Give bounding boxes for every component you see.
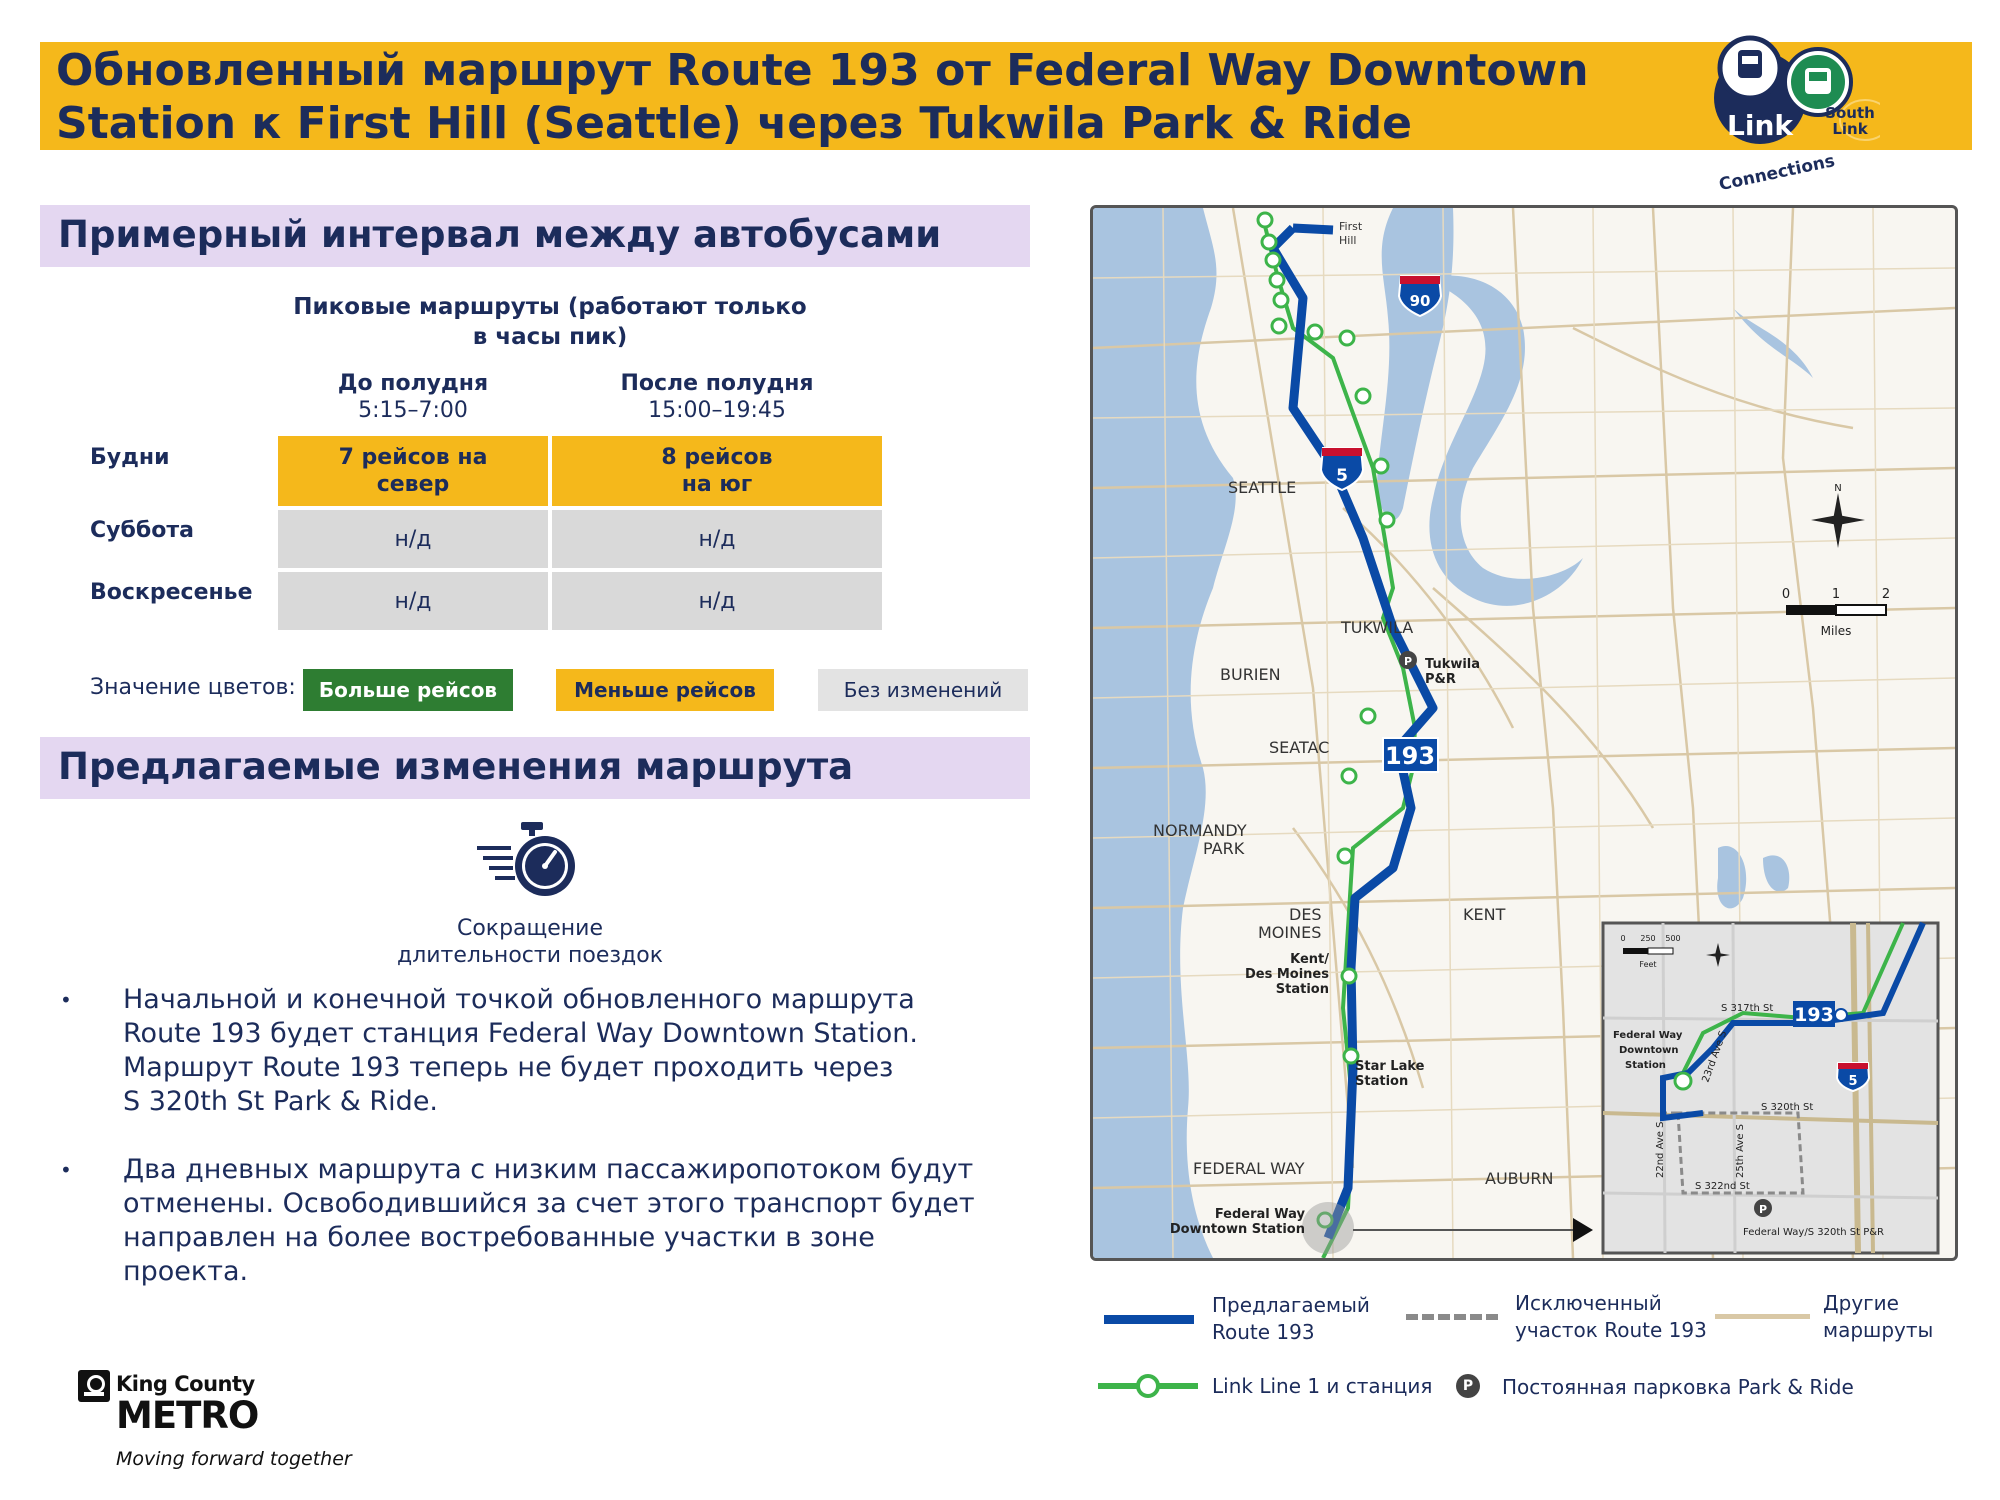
legend-proposed-swatch — [1104, 1315, 1194, 1324]
frequency-subheading: Пиковые маршруты (работают только в часы пик) — [293, 294, 807, 350]
changes-section-header — [40, 737, 1030, 799]
stopwatch-icon — [475, 820, 585, 900]
label-kent-des-moines-station: Kent/ — [1290, 952, 1329, 967]
label-tukwila-pr: P&R — [1425, 672, 1456, 687]
inset-label-22nd-ave: 22nd Ave S — [1655, 1121, 1666, 1178]
label-des-moines: DES — [1289, 905, 1322, 924]
bullet-marker: • — [60, 1158, 72, 1182]
inset-label-s317: S 317th St — [1721, 1003, 1774, 1014]
scale-label-0: 0 — [1781, 587, 1791, 602]
brand-tagline: Moving forward together — [116, 1448, 352, 1470]
inset-label-s320: S 320th St — [1761, 1102, 1814, 1113]
legend-removed-swatch — [1406, 1314, 1498, 1320]
route-map — [1090, 205, 1958, 1261]
column-header-am: До полудня 5:15–7:00 — [337, 371, 489, 423]
label-seattle: SEATTLE — [1228, 478, 1297, 497]
legend-other-swatch — [1715, 1314, 1810, 1319]
cell-sunday-pm: н/д — [552, 572, 882, 630]
legend-link-swatch — [1098, 1374, 1198, 1398]
bullet-1: Начальной и конечной точкой обновленного маршрута Route 193 будет станция Federal Way Downtown Station. Маршрут Route 193 теперь не будет проходить через S 320th St Park & Ride. — [123, 984, 918, 1117]
label-auburn: AUBURN — [1485, 1169, 1554, 1188]
label-des-moines: MOINES — [1258, 923, 1322, 942]
parking-icon: P — [1456, 1374, 1480, 1398]
legend-link-label: Link Line 1 и станция — [1212, 1374, 1433, 1398]
label-tukwila: TUKWILA — [1341, 618, 1414, 637]
cell-sunday-am: н/д — [278, 572, 548, 630]
inset-label-s322: S 322nd St — [1695, 1181, 1750, 1192]
small-lake — [1717, 846, 1746, 908]
scale-label-1: 1 — [1831, 587, 1841, 602]
label-first-hill: Hill — [1339, 234, 1357, 247]
page-title: Обновленный маршрут Route 193 от Federal Way Downtown Station к First Hill (Seattle) через Tukwila Park & Ride — [56, 45, 1589, 149]
brand-line-2: METRO — [116, 1394, 259, 1437]
logo-connections-text: Connections — [1717, 151, 1837, 190]
label-normandy-park: PARK — [1203, 839, 1245, 858]
king-county-metro-logo — [78, 1368, 378, 1478]
column-header-pm: После полудня 15:00–19:45 — [620, 371, 814, 423]
inset-label-fwd-station: Station — [1625, 1060, 1666, 1071]
i90-shield-label: 90 — [1409, 292, 1431, 310]
inset-label-pr: Federal Way/S 320th St P&R — [1743, 1227, 1884, 1238]
logo-badge-line2: Link — [1832, 120, 1868, 138]
scale-label-2: 2 — [1881, 587, 1891, 602]
inset-map — [1603, 923, 1938, 1253]
stopwatch-label: Сокращение длительности поездок — [396, 916, 664, 968]
inset-pointer-arrowhead — [1573, 1218, 1593, 1242]
bullet-marker: • — [60, 988, 72, 1012]
inset-scale-units: Feet — [1639, 960, 1657, 969]
king-county-crown-icon — [78, 1370, 110, 1402]
label-kent-des-moines-station: Station — [1275, 982, 1329, 997]
inset-route-193-label: 193 — [1794, 1004, 1834, 1026]
label-star-lake-station: Station — [1355, 1074, 1409, 1089]
link-connections-logo — [1700, 20, 1880, 190]
label-seatac: SEATAC — [1269, 738, 1330, 757]
scale-bar — [1782, 587, 1890, 638]
legend-removed-label: Исключенный участок Route 193 — [1515, 1291, 1707, 1342]
legend-proposed-label: Предлагаемый Route 193 — [1212, 1293, 1370, 1344]
inset-scale-500: 500 — [1665, 934, 1681, 943]
cell-saturday-am: н/д — [278, 510, 548, 568]
logo-link-text: Link — [1727, 109, 1793, 142]
row-label-saturday: Суббота — [90, 518, 194, 543]
inset-i5-label: 5 — [1848, 1074, 1858, 1089]
label-star-lake-station: Star Lake — [1355, 1059, 1425, 1074]
cell-weekday-am: 7 рейсов на север — [278, 436, 548, 506]
inset-parking-letter: P — [1758, 1203, 1768, 1216]
label-tukwila-pr: Tukwila — [1425, 657, 1481, 672]
label-federal-way: FEDERAL WAY — [1193, 1159, 1305, 1178]
inset-label-fwd-station: Federal Way — [1613, 1030, 1683, 1041]
inset-label-fwd-station: Downtown — [1619, 1045, 1679, 1056]
cell-saturday-pm: н/д — [552, 510, 882, 568]
logo-badge-line1: South — [1825, 104, 1875, 122]
federal-way-highlight — [1302, 1202, 1354, 1254]
parking-icon-letter: P — [1403, 655, 1413, 668]
changes-heading: Предлагаемые изменения маршрута — [58, 745, 854, 788]
inset-label-23rd-ave: 23rd Ave S — [1700, 1029, 1730, 1085]
bullet-2: Два дневных маршрута с низким пассажиропотоком будут отменены. Освободившийся за счет этого транспорт будет направлен на более востребованные участки в зоне проекта. — [123, 1154, 975, 1287]
route-193-line — [1293, 228, 1333, 230]
label-normandy-park: NORMANDY — [1153, 821, 1247, 840]
route-193-shield — [1383, 738, 1438, 772]
color-key-more: Больше рейсов — [303, 669, 513, 711]
cell-weekday-pm: 8 рейсов на юг — [552, 436, 882, 506]
label-federal-way-downtown-station: Downtown Station — [1169, 1222, 1305, 1237]
label-kent-des-moines-station: Des Moines — [1244, 967, 1329, 982]
color-key-fewer: Меньше рейсов — [556, 669, 774, 711]
color-key-same: Без изменений — [818, 669, 1028, 711]
scale-units-label: Miles — [1820, 624, 1852, 638]
i5-shield-label: 5 — [1336, 466, 1348, 486]
label-burien: BURIEN — [1220, 665, 1281, 684]
label-federal-way-downtown-station: Federal Way — [1214, 1207, 1305, 1222]
compass-icon — [1811, 483, 1865, 548]
label-first-hill: First — [1339, 220, 1363, 233]
frequency-heading: Примерный интервал между автобусами — [58, 213, 942, 256]
compass-north-label: N — [1834, 483, 1842, 494]
row-label-sunday: Воскресенье — [90, 580, 253, 605]
frequency-section-header — [40, 205, 1030, 267]
legend-parking-label: Постоянная парковка Park & Ride — [1502, 1375, 1854, 1399]
inset-scale-250: 250 — [1640, 934, 1656, 943]
legend-other-label: Другие маршруты — [1823, 1291, 1934, 1342]
label-kent: KENT — [1463, 905, 1506, 924]
color-key-label: Значение цветов: — [90, 675, 296, 700]
small-lake-2 — [1763, 855, 1789, 891]
inset-label-25th-ave: 25th Ave S — [1735, 1123, 1746, 1178]
inset-scale-0: 0 — [1620, 934, 1626, 943]
row-label-weekdays: Будни — [90, 445, 170, 470]
brand-line-1: King County — [116, 1372, 255, 1396]
route-193-shield-label: 193 — [1384, 742, 1436, 770]
